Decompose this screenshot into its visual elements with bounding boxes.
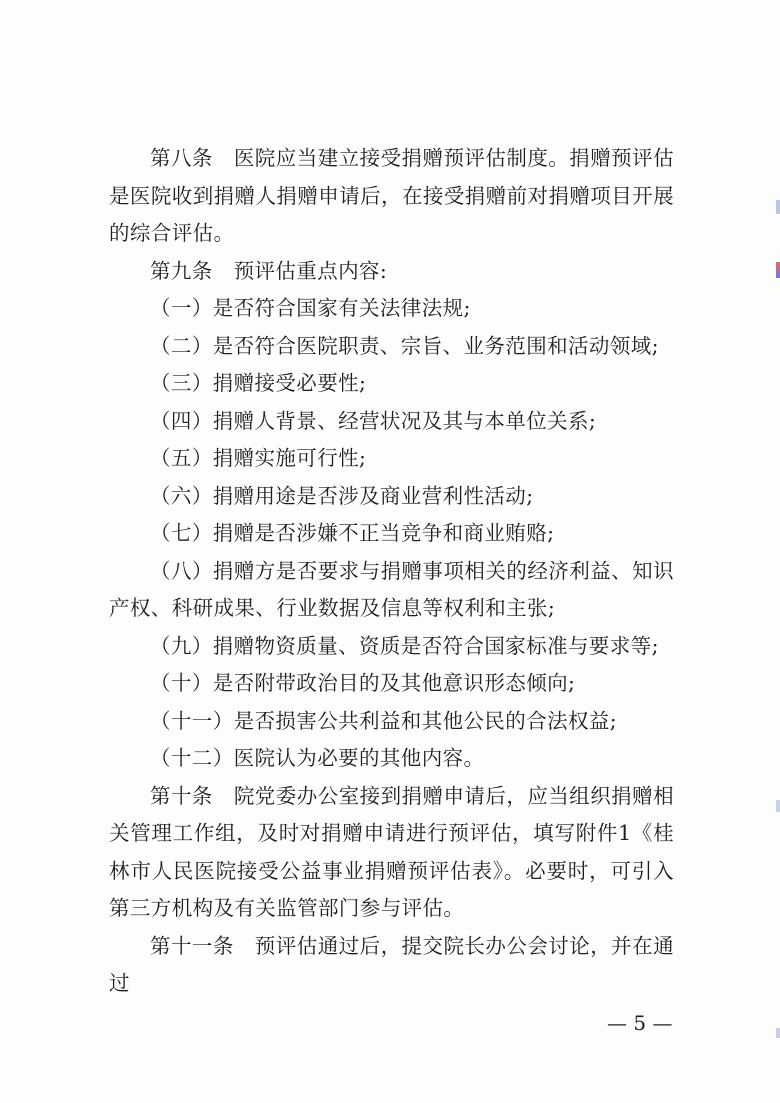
list-item-6: （六）捐赠用途是否涉及商业营利性活动; xyxy=(150,483,534,508)
list-item-5: （五）捐赠实施可行性; xyxy=(150,446,367,470)
list-item-11: （十一）是否损害公共利益和其他公民的合法权益; xyxy=(150,708,618,733)
article-8: 第八条 医院应当建立接受捐赠预评估制度。捐赠预评估是医院收到捐赠人捐赠申请后，在接受捐赠前对捐赠项目开展的综合评估。 xyxy=(109,146,674,245)
document-body xyxy=(109,140,674,1003)
list-item-9: （九）捐赠物资质量、资质是否符合国家标准与要求等; xyxy=(150,633,659,658)
scan-edge-mark xyxy=(776,200,780,214)
article-10: 第十条 院党委办公室接到捐赠申请后，应当组织捐赠相关管理工作组，及时对捐赠申请进行预评估，填写附件1《桂林市人民医院接受公益事业捐赠预评估表》。必要时，可引入第三方机构及有关监管部门参与评估。 xyxy=(109,783,674,920)
list-item-10: （十）是否附带政治目的及其他意识形态倾向; xyxy=(150,671,576,695)
article-11: 第十一条 预评估通过后，提交院长办公会讨论，并在通过 xyxy=(109,933,674,995)
list-item-4: （四）捐赠人背景、经营状况及其与本单位关系; xyxy=(150,408,597,433)
list-item-12: （十二）医院认为必要的其他内容。 xyxy=(150,746,485,770)
list-item-2: （二）是否符合医院职责、宗旨、业务范围和活动领域; xyxy=(150,333,659,358)
scan-edge-mark xyxy=(776,262,780,278)
page-number: — 5 — xyxy=(607,1011,673,1035)
article-9: 第九条 预评估重点内容: xyxy=(150,258,388,283)
list-item-3: （三）捐赠接受必要性; xyxy=(150,371,367,395)
scan-edge-mark xyxy=(776,1028,780,1038)
list-item-7: （七）捐赠是否涉嫌不正当竞争和商业贿赂; xyxy=(150,521,555,545)
list-item-8: （八）捐赠方是否要求与捐赠事项相关的经济利益、知识产权、科研成果、行业数据及信息等权利和主张; xyxy=(109,558,674,620)
list-item-1: （一）是否符合国家有关法律法规; xyxy=(150,296,471,320)
scan-edge-mark xyxy=(776,800,780,812)
